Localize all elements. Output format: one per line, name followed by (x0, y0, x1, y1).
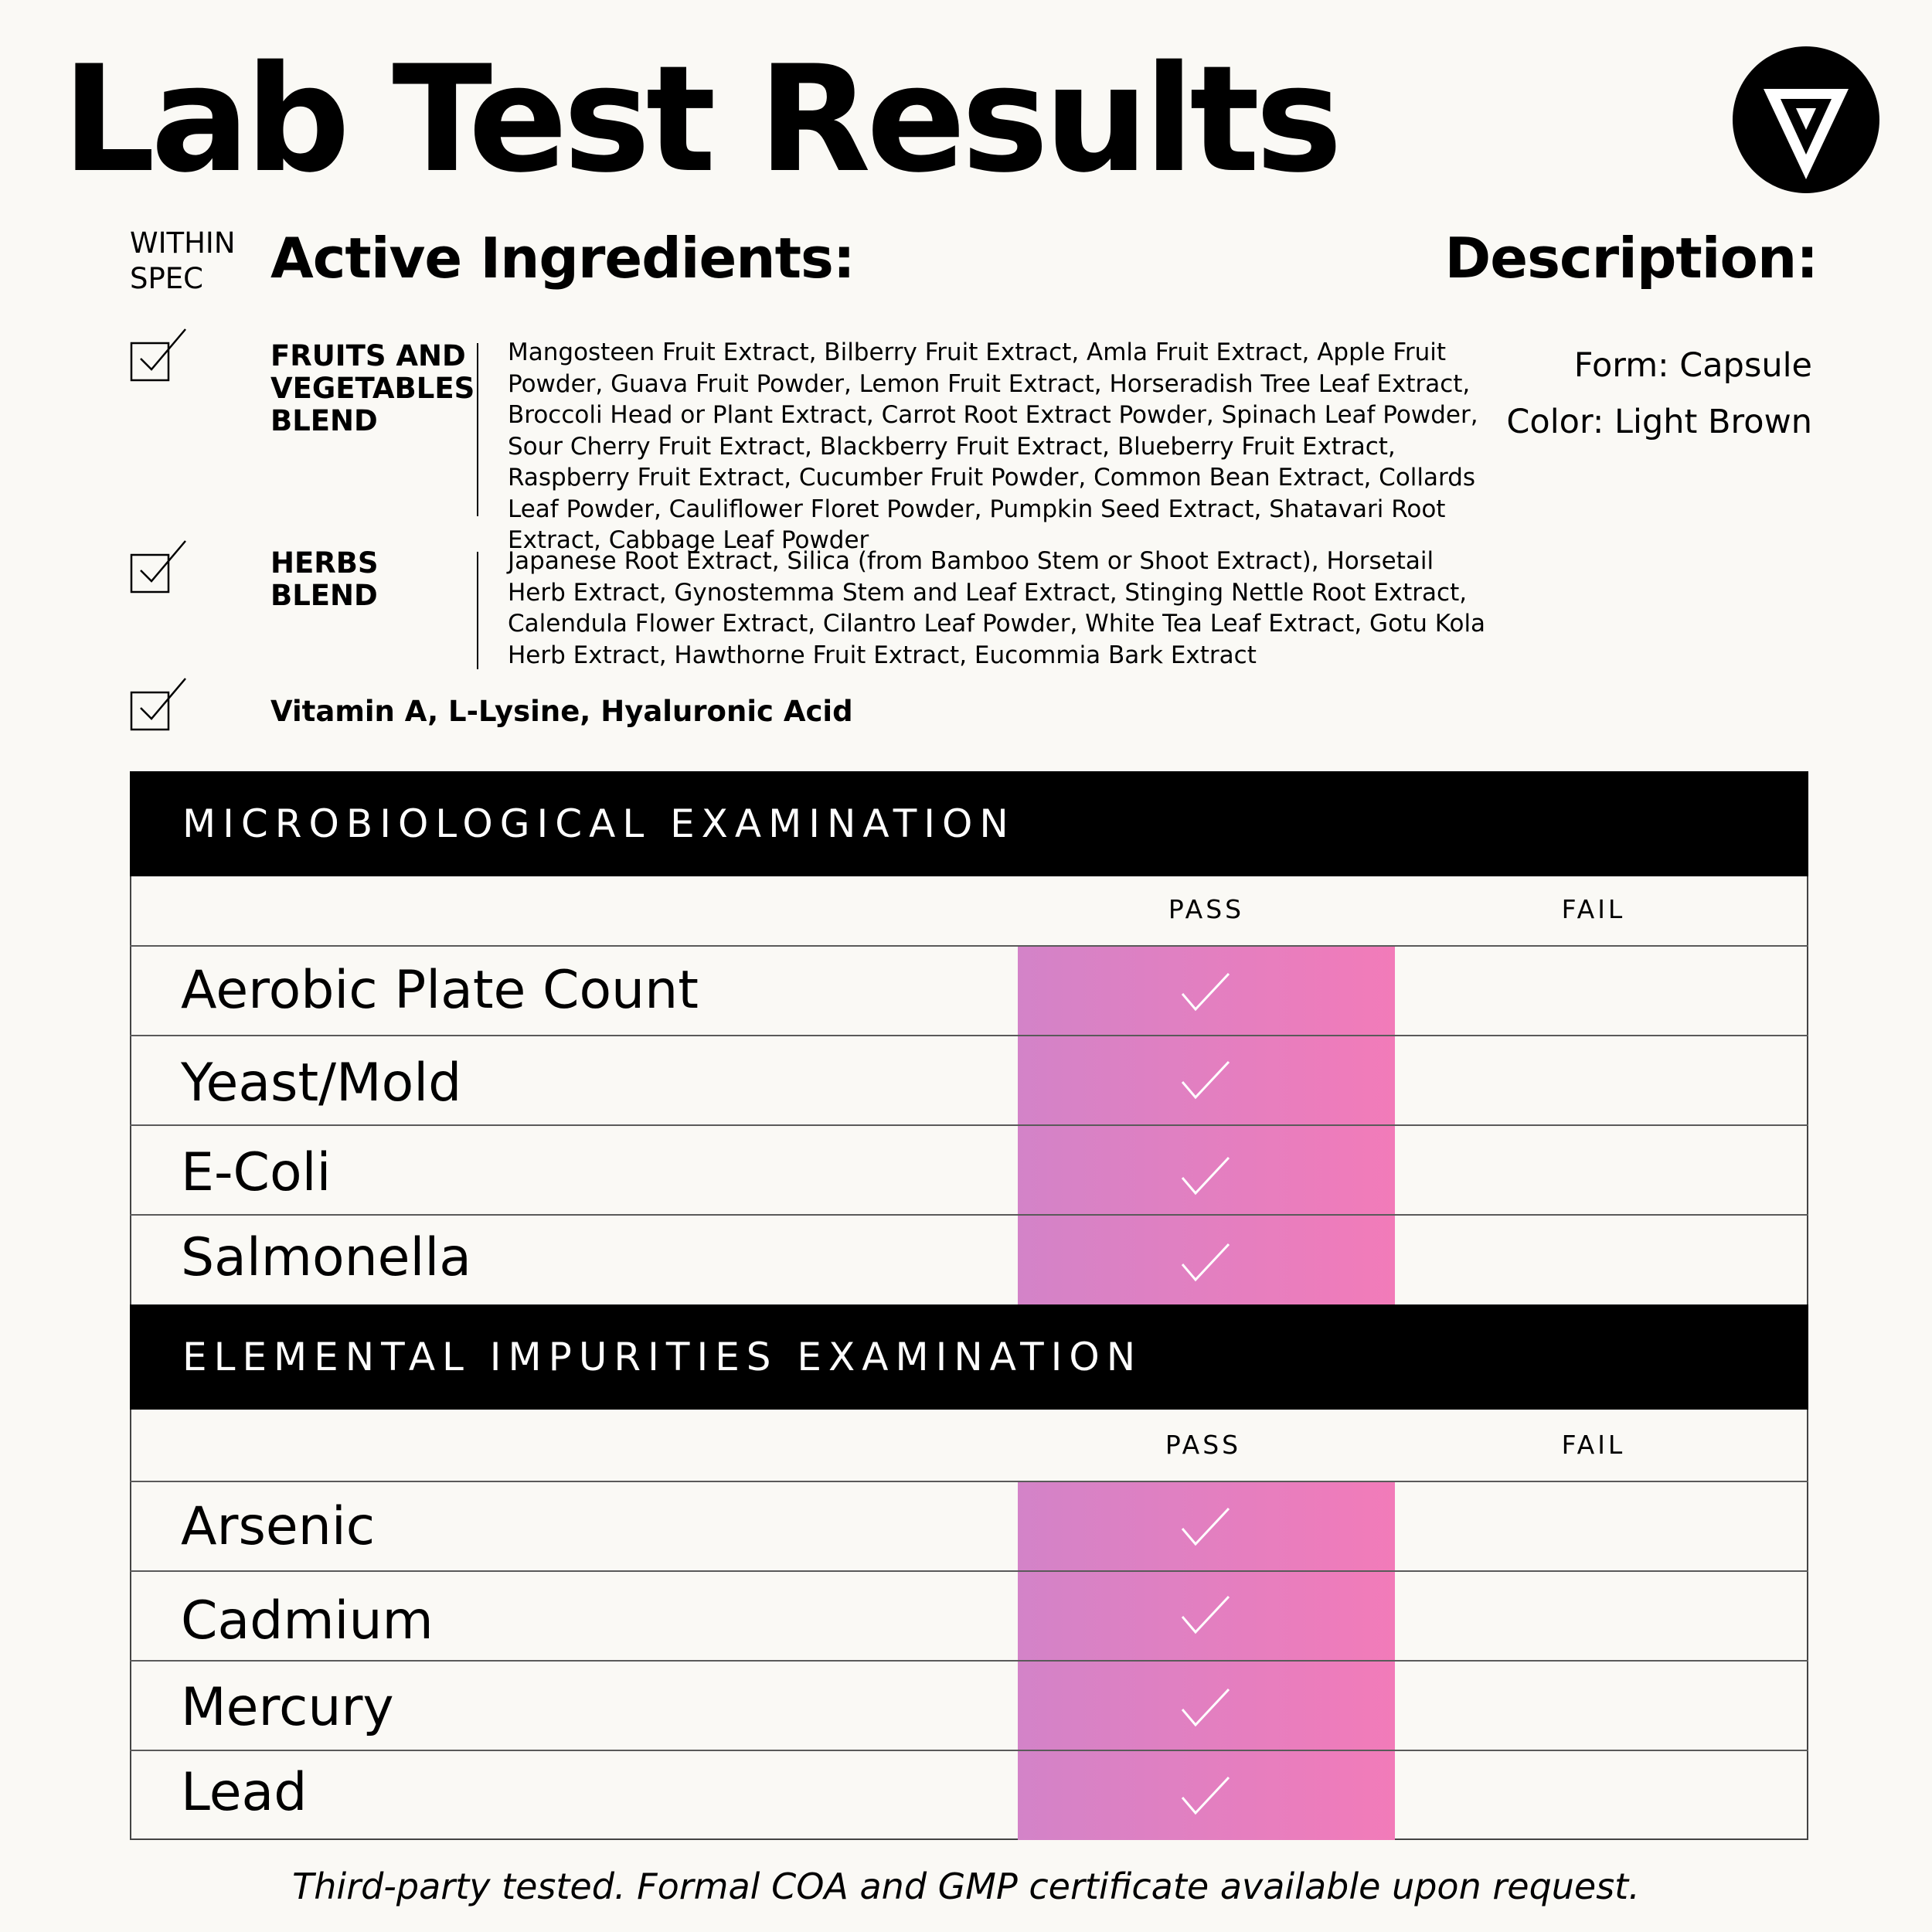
test-label-lead: Lead (181, 1762, 308, 1823)
page-title: Lab Test Results (62, 34, 1338, 205)
test-label-mercury: Mercury (181, 1677, 394, 1738)
row-divider (130, 1481, 1808, 1482)
pass-column-header: PASS (1165, 1430, 1242, 1460)
description-form: Form: Capsule (1573, 346, 1812, 385)
pass-check-icon (1180, 1774, 1231, 1818)
description-heading: Description: (1444, 226, 1818, 291)
checkbox-checked-icon (130, 536, 192, 598)
triangle-logo-icon (1733, 46, 1879, 193)
section-header-microbiological (130, 771, 1808, 876)
row-divider (130, 1750, 1808, 1751)
section-title: MICROBIOLOGICAL EXAMINATION (182, 801, 1015, 846)
row-divider (130, 1660, 1808, 1662)
test-label-yeast-mold: Yeast/Mold (181, 1053, 462, 1114)
row-divider (130, 1570, 1808, 1572)
pass-check-icon (1180, 1059, 1231, 1102)
checkbox-checked-icon (130, 325, 192, 386)
section-header-elemental-impurities (130, 1304, 1808, 1410)
test-label-cadmium: Cadmium (181, 1590, 434, 1651)
test-label-e-coli: E-Coli (181, 1142, 332, 1203)
pass-check-icon (1180, 971, 1231, 1014)
test-label-arsenic: Arsenic (181, 1496, 376, 1557)
row-divider (130, 1214, 1808, 1216)
test-label-salmonella: Salmonella (181, 1227, 471, 1288)
blend-ingredients-fruits-vegetables: Mangosteen Fruit Extract, Bilberry Fruit Extract, Amla Fruit Extract, Apple Fruit Powder, Guava Fruit Powder, Lemon Fruit Extract, Horseradish Tree Leaf Extract, Broccoli Head or Plant Extract, Carrot Root Extract Powder, Spinach Leaf Powder, Sour Cherry Fruit Extract, Blackberry Fruit Extract, Blueberry Fruit Extract, Raspberry Fruit Extract, Cucumber Fruit Powder, Common Bean Extract, Collards Leaf Powder, Cauliflower Floret Powder, Pumpkin Seed Extract, Shatavari Root Extract, Cabbage Leaf Powder (508, 338, 1478, 554)
checkbox-checked-icon (130, 674, 192, 736)
pass-check-icon (1180, 1241, 1231, 1284)
blend-name-herbs: HERBS BLEND (270, 546, 379, 612)
description-color: Color: Light Brown (1506, 403, 1812, 441)
test-label-aerobic-plate-count: Aerobic Plate Count (181, 960, 699, 1021)
blend-name-fruits-vegetables: FRUITS AND VEGETABLES BLEND (270, 339, 475, 437)
row-divider (130, 1124, 1808, 1126)
within-spec-label: WITHIN SPEC (130, 226, 236, 295)
pass-check-icon (1180, 1594, 1231, 1637)
vitamins-list: Vitamin A, L-Lysine, Hyaluronic Acid (270, 695, 853, 728)
fail-column-header: FAIL (1561, 894, 1626, 924)
active-ingredients-heading: Active Ingredients: (270, 226, 855, 291)
fail-column-header: FAIL (1561, 1430, 1626, 1460)
blend-divider (477, 552, 478, 669)
row-divider (130, 1035, 1808, 1036)
pass-check-icon (1180, 1686, 1231, 1730)
pass-check-icon (1180, 1505, 1231, 1549)
footer-note: Third-party tested. Formal COA and GMP certificate available upon request. (292, 1866, 1640, 1907)
section-title: ELEMENTAL IMPURITIES EXAMINATION (182, 1335, 1143, 1379)
blend-divider (477, 343, 478, 516)
pass-check-icon (1180, 1155, 1231, 1198)
row-divider (130, 945, 1808, 947)
blend-ingredients-herbs: Japanese Root Extract, Silica (from Bamboo Stem or Shoot Extract), Horsetail Herb Extract, Gynostemma Stem and Leaf Extract, Stinging Nettle Root Extract, Calendula Flower Extract, Cilantro Leaf Powder, White Tea Leaf Extract, Gotu Kola Herb Extract, Hawthorne Fruit Extract, Eucommia Bark Extract (508, 547, 1486, 669)
pass-column-header: PASS (1168, 894, 1245, 924)
